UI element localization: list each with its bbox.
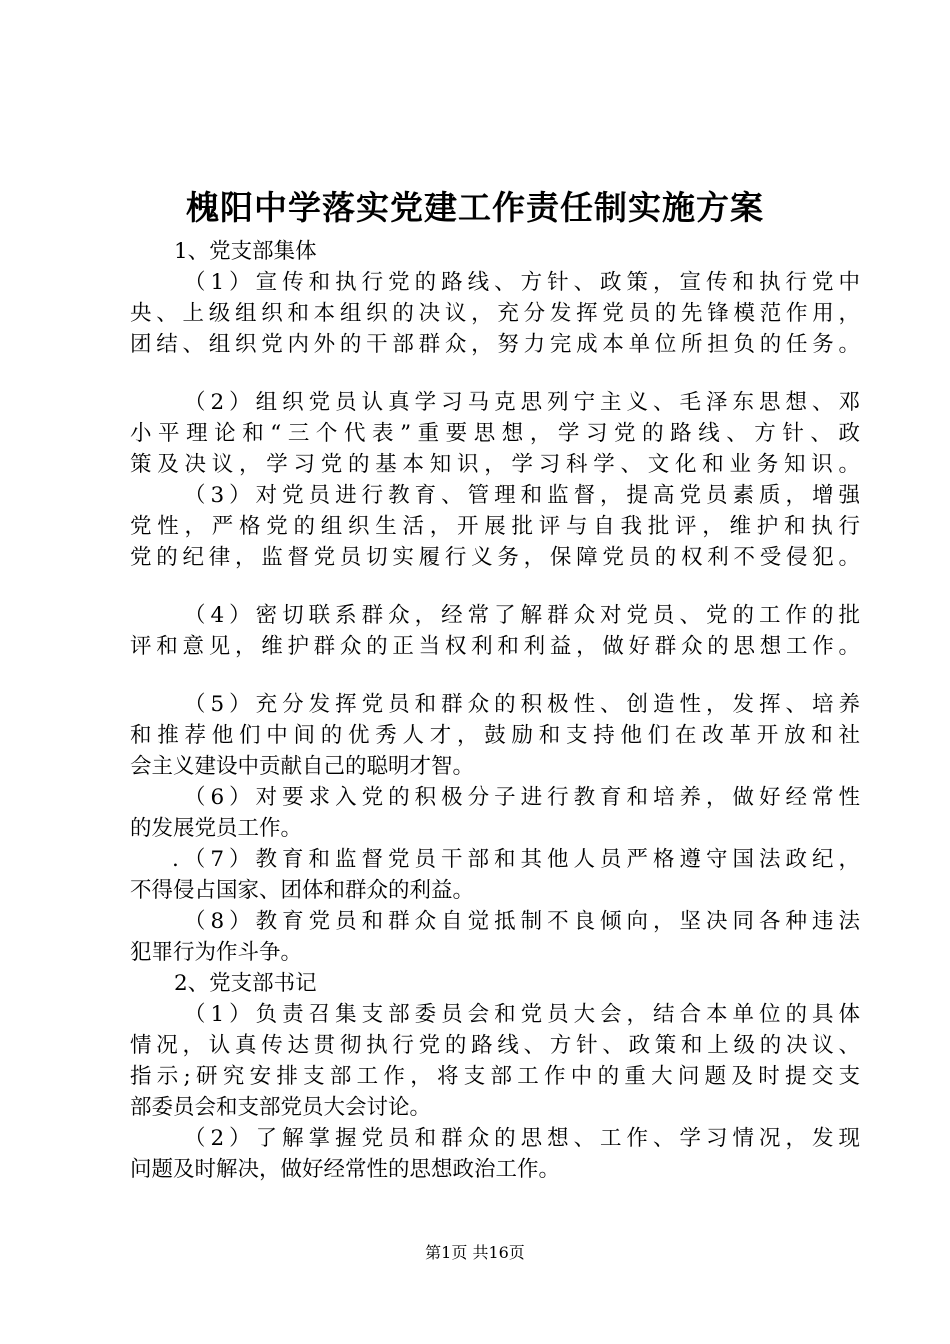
- paragraph-line: （2）组织党员认真学习马克思列宁主义、毛泽东思想、邓: [184, 390, 860, 415]
- paragraph: [130, 600, 860, 662]
- paragraph-line: 情况，认真传达贯彻执行党的路线、方针、政策和上级的决议、: [130, 1033, 860, 1058]
- paragraph-line: 会主义建设中贡献自己的聪明才智。: [130, 754, 475, 779]
- paragraph-line: 评和意见，维护群众的正当权利和利益，做好群众的思想工作。: [130, 634, 860, 659]
- paragraph: [130, 906, 860, 968]
- paragraph: [130, 689, 860, 782]
- paragraph-line: 央、上级组织和本组织的决议，充分发挥党员的先锋模范作用，: [130, 301, 860, 326]
- paragraph-line: 犯罪行为作斗争。: [130, 940, 303, 965]
- paragraph-line: 策及决议，学习党的基本知识，学习科学、文化和业务知识。: [130, 452, 860, 477]
- section-heading: 2、党支部书记: [174, 971, 317, 996]
- paragraph: [130, 480, 860, 573]
- paragraph-line: 的发展党员工作。: [130, 816, 303, 841]
- paragraph-gap: [130, 573, 860, 600]
- paragraph-line: 部委员会和支部党员大会讨论。: [130, 1095, 432, 1120]
- page-footer: 第1页 共16页: [425, 1243, 525, 1262]
- paragraph-line: .（7）教育和监督党员干部和其他人员严格遵守国法政纪，: [172, 847, 860, 872]
- section-heading: 1、党支部集体: [174, 239, 317, 264]
- paragraph-line: 党的纪律，监督党员切实履行义务，保障党员的权利不受侵犯。: [130, 545, 860, 570]
- paragraph-line: 小平理论和“三个代表”重要思想，学习党的路线、方针、政: [130, 421, 860, 446]
- paragraph-line: （8）教育党员和群众自觉抵制不良倾向，坚决同各种违法: [184, 909, 860, 934]
- paragraph-line: 党性，严格党的组织生活，开展批评与自我批评，维护和执行: [130, 514, 860, 539]
- document-title: 槐阳中学落实党建工作责任制实施方案: [186, 188, 764, 227]
- paragraph-line: 问题及时解决，做好经常性的思想政治工作。: [130, 1157, 561, 1182]
- paragraph: [130, 387, 860, 480]
- paragraph-gap: [130, 360, 860, 387]
- paragraph: [130, 999, 860, 1123]
- paragraph-line: 和推荐他们中间的优秀人才，鼓励和支持他们在改革开放和社: [130, 723, 860, 748]
- paragraph: [130, 1123, 860, 1185]
- paragraph-line: （3）对党员进行教育、管理和监督，提高党员素质，增强: [184, 483, 860, 508]
- paragraph-line: 指示;研究安排支部工作，将支部工作中的重大问题及时提交支: [130, 1064, 860, 1089]
- paragraph-line: （6）对要求入党的积极分子进行教育和培养，做好经常性: [184, 785, 860, 810]
- paragraph-line: （2）了解掌握党员和群众的思想、工作、学习情况，发现: [184, 1126, 860, 1151]
- paragraph-line: （1）宣传和执行党的路线、方针、政策，宣传和执行党中: [184, 270, 860, 295]
- paragraph-gap: [130, 662, 860, 689]
- paragraph-line: （4）密切联系群众，经常了解群众对党员、党的工作的批: [184, 603, 860, 628]
- paragraph: [130, 844, 860, 906]
- document-body: [130, 236, 860, 1185]
- paragraph-line: 团结、组织党内外的干部群众，努力完成本单位所担负的任务。: [130, 332, 860, 357]
- paragraph-line: 不得侵占国家、团体和群众的利益。: [130, 878, 475, 903]
- paragraph-line: （1）负责召集支部委员会和党员大会，结合本单位的具体: [184, 1002, 860, 1027]
- paragraph: [130, 782, 860, 844]
- paragraph-line: （5）充分发挥党员和群众的积极性、创造性，发挥、培养: [184, 692, 860, 717]
- paragraph: [130, 267, 860, 360]
